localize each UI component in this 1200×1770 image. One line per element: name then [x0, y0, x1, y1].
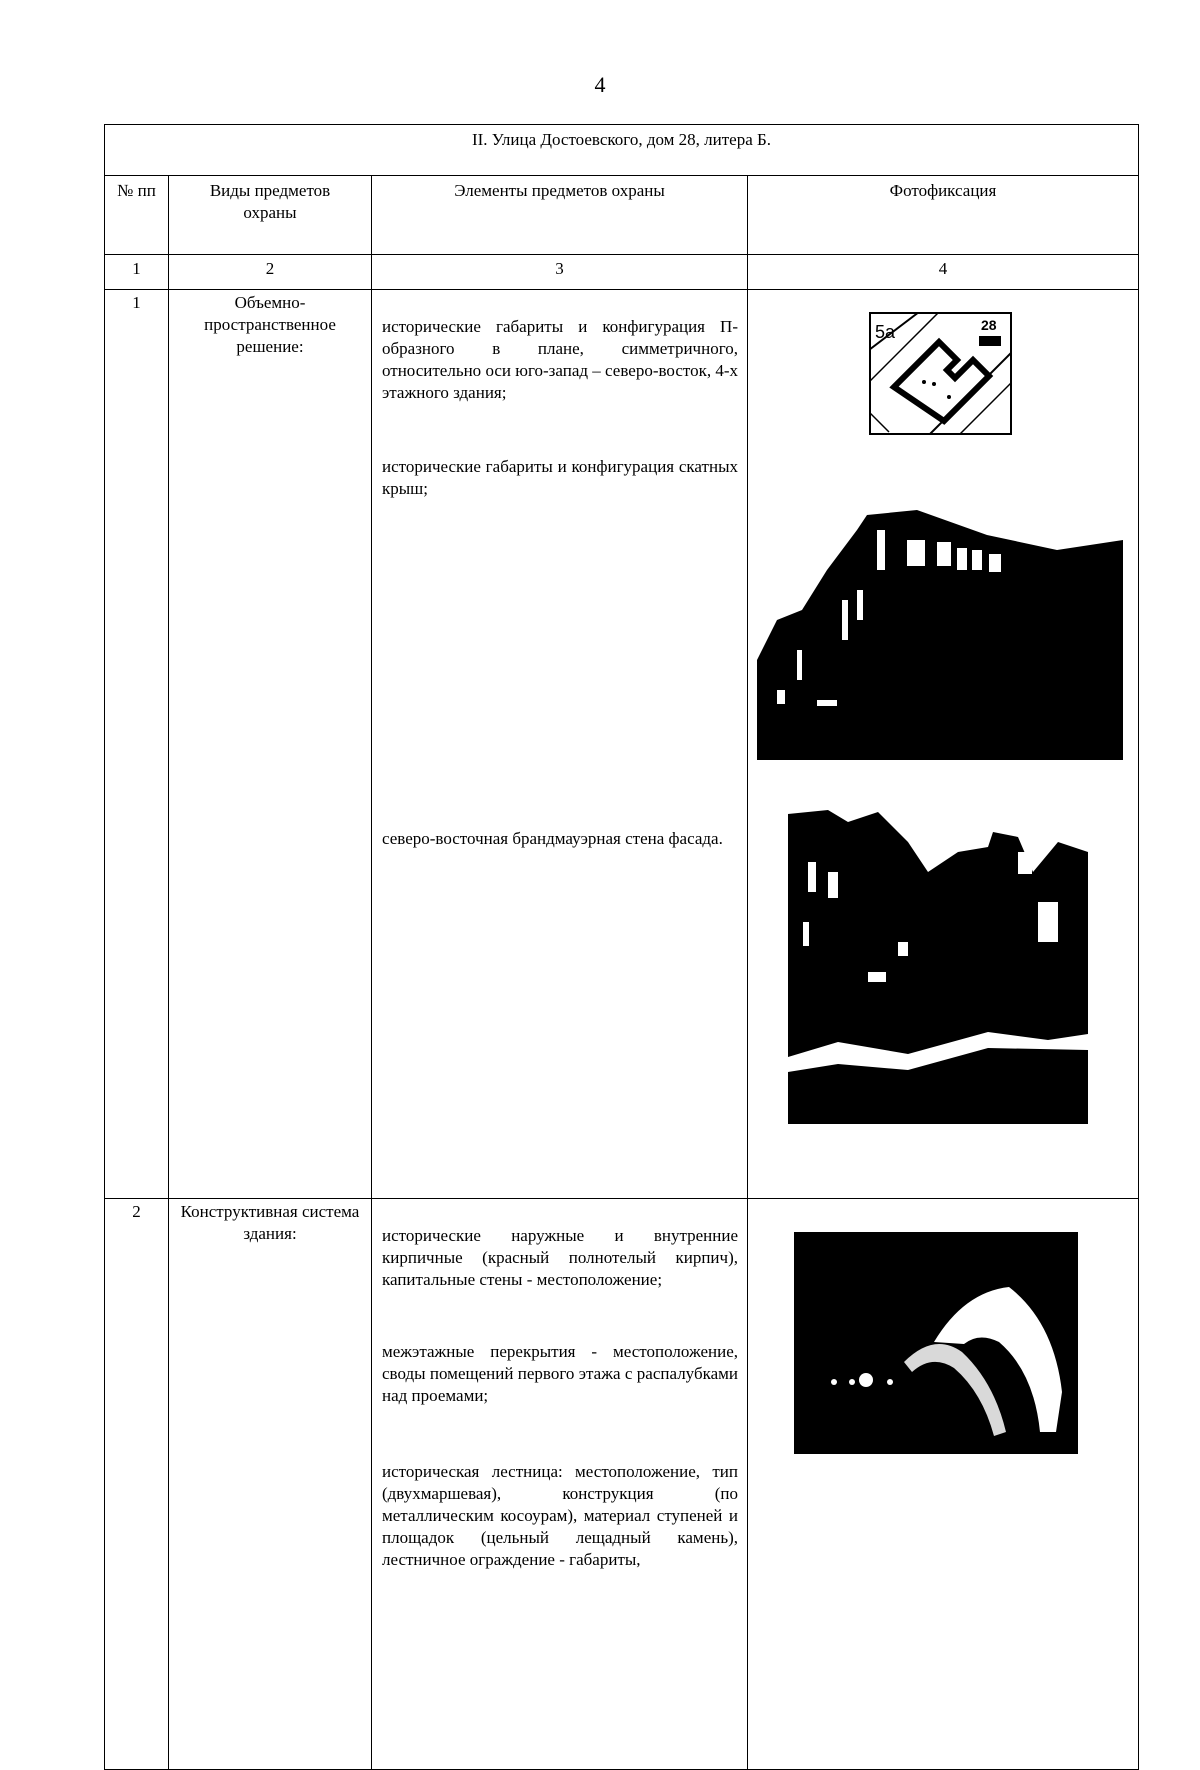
row-number: 1 — [132, 293, 141, 312]
table-row — [105, 290, 1139, 1199]
site-plan-photo — [869, 312, 1012, 435]
firewall-wall-photo — [788, 802, 1088, 1124]
protection-element: исторические габариты и конфигурация скатных крыш; — [382, 457, 738, 498]
header-col3-label: Элементы предметов охраны — [454, 181, 665, 200]
column-number-3-label: 3 — [555, 259, 564, 278]
protection-type-cell — [169, 290, 372, 1199]
protection-type: Объемно-пространственное решение: — [204, 293, 336, 356]
protection-element: северо-восточная брандмауэрная стена фасада. — [382, 829, 723, 848]
section-title: II. Улица Достоевского, дом 28, литера Б. — [471, 130, 772, 149]
section-title-cell — [105, 125, 1139, 176]
column-number-1 — [105, 255, 169, 290]
protection-type-cell — [169, 1199, 372, 1770]
building-facade-photo — [757, 510, 1123, 760]
header-col3 — [372, 176, 748, 255]
column-number-4-label: 4 — [938, 259, 948, 278]
protection-type: Конструктивная система здания: — [180, 1202, 360, 1243]
row-number-cell — [105, 1199, 169, 1770]
page-number: 4 — [594, 72, 606, 97]
column-number-4 — [748, 255, 1139, 290]
protection-element: исторические наружные и внутренние кирпичные (красный полнотелый кирпич), капитальные стены - местоположение; — [382, 1226, 738, 1289]
protection-element: исторические габариты и конфигурация П-образного в плане, симметричного, относительно оси юго-запад – северо-восток, 4-х этажного здания; — [382, 317, 738, 402]
header-row — [105, 176, 1139, 255]
protection-element: межэтажные перекрытия - местоположение, своды помещений первого этажа с распалубками над проемами; — [382, 1342, 738, 1405]
header-col1 — [105, 176, 169, 255]
column-number-2-label: 2 — [265, 259, 275, 278]
header-col2-label: Виды предметов охраны — [209, 181, 331, 222]
header-col1-label: № пп — [117, 181, 156, 200]
column-number-2 — [169, 255, 372, 290]
photo-cell — [748, 1199, 1139, 1770]
column-number-row — [105, 255, 1139, 290]
header-col2 — [169, 176, 372, 255]
plan-label-28: 28 — [981, 317, 997, 333]
row-number: 2 — [132, 1202, 141, 1221]
protection-table — [104, 124, 1139, 1770]
header-col4-label: Фотофиксация — [889, 181, 997, 200]
protection-elements-cell — [372, 290, 748, 1199]
column-number-3 — [372, 255, 748, 290]
protection-elements-cell — [372, 1199, 748, 1770]
column-number-1-label: 1 — [132, 259, 141, 278]
header-col4 — [748, 176, 1139, 255]
vault-photo — [794, 1232, 1078, 1454]
protection-element: историческая лестница: местоположение, тип (двухмаршевая), конструкция (по металлическим косоурам), материал ступеней и площадок (цельный лещадный камень), лестничное ограждение - габариты, — [382, 1462, 738, 1569]
row-number-cell — [105, 290, 169, 1199]
table-row — [105, 1199, 1139, 1770]
plan-label-5a: 5а — [875, 322, 896, 342]
photo-cell — [748, 290, 1139, 1199]
